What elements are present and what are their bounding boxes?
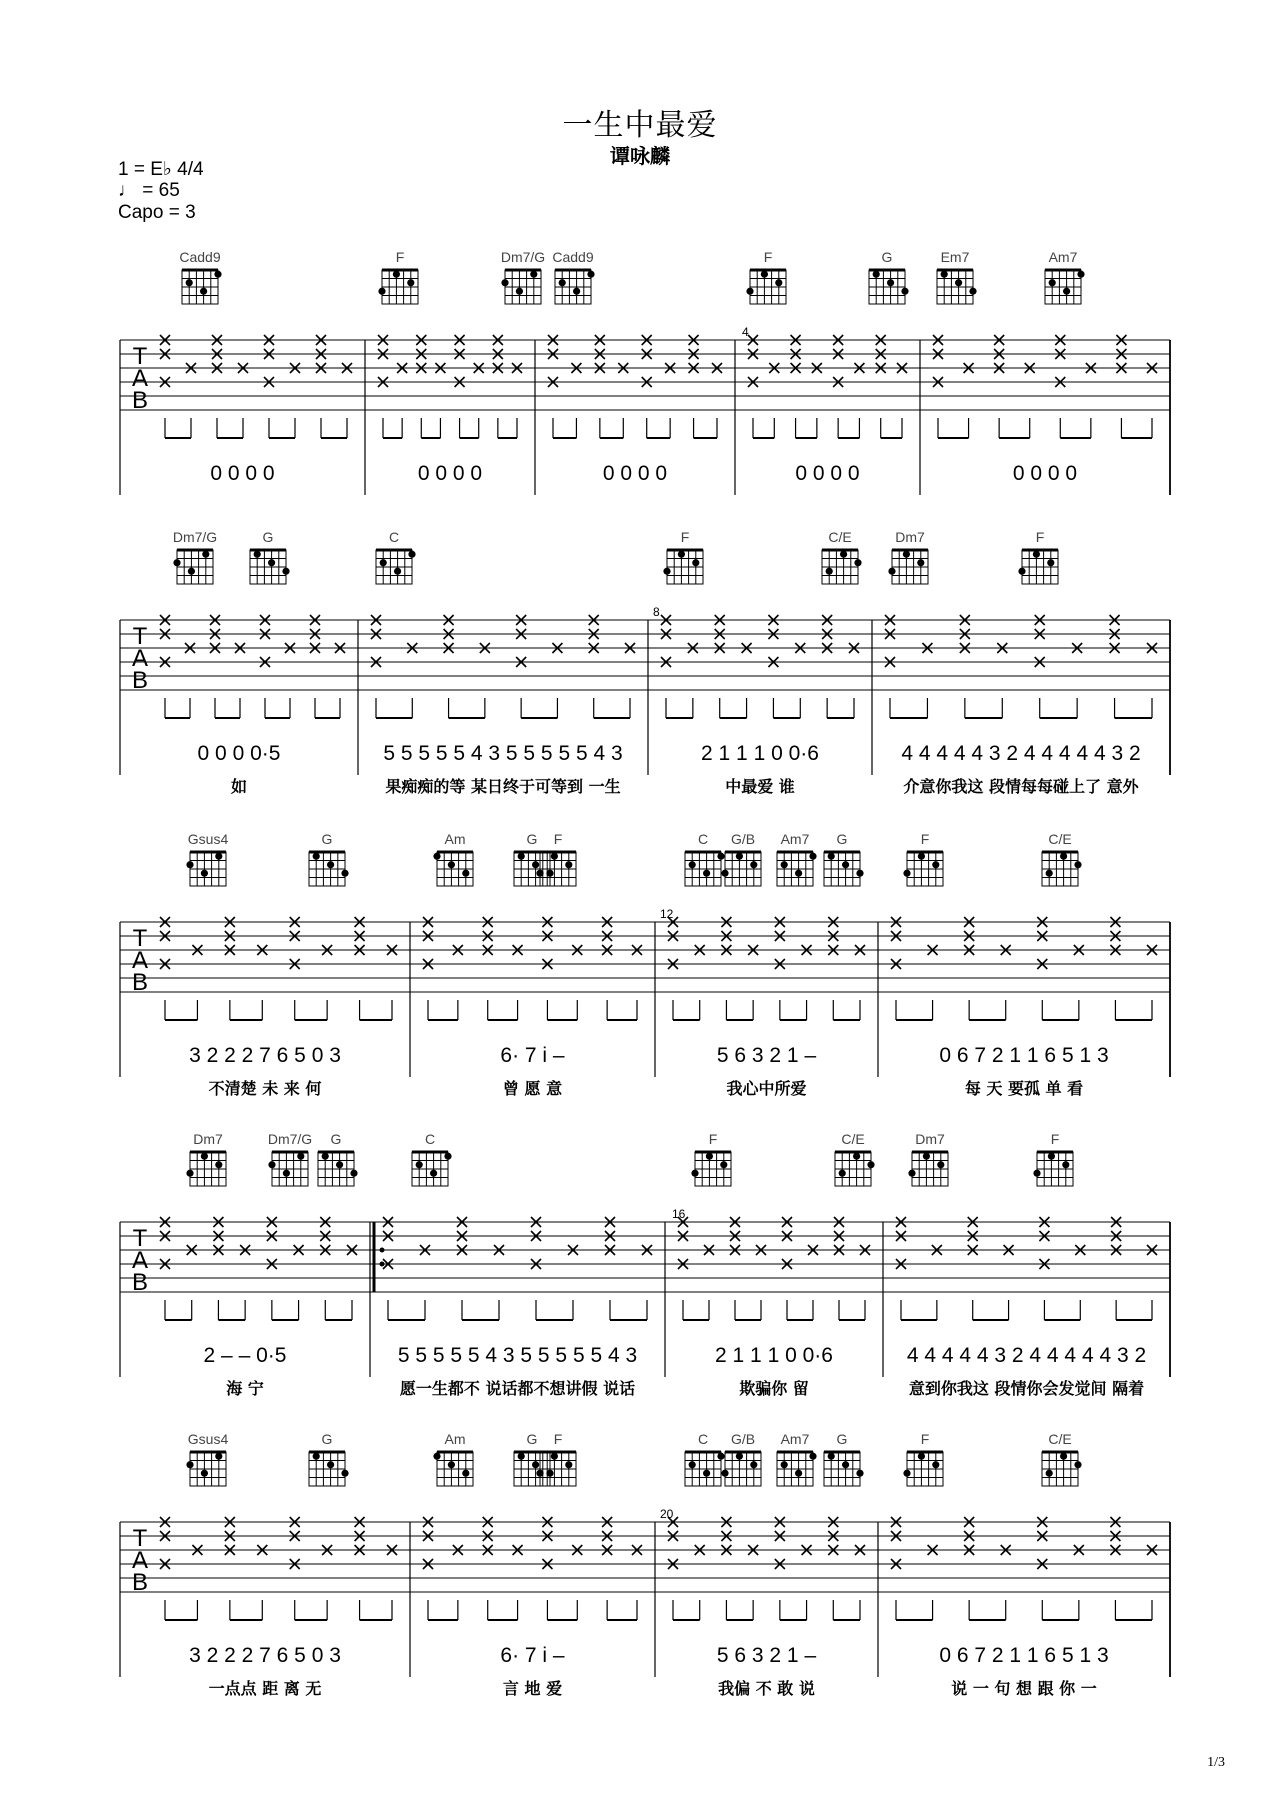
chord-diagram-dot [873,271,880,278]
jianpu-measure: 0 6 7 2 1 1 6 5 1 3 [939,1044,1109,1067]
chord-diagram-dot [901,288,908,295]
chord-diagram-dot [559,279,566,286]
chord-name: F [708,1131,718,1147]
chord-diagram-dot [941,271,948,278]
chord-name: Cadd9 [552,249,594,265]
chord-diagram-dot [736,1453,743,1460]
chord-diagram-dot [969,288,976,295]
chord-diagram-dot [532,861,539,868]
chord-name: F [395,249,405,265]
jianpu-measure: 4 4 4 4 4 3 2 4 4 4 4 4 3 2 [901,742,1141,765]
chord-name: Am [444,1431,466,1447]
jianpu-measure: 6· 7 i – [500,1044,565,1067]
lyric-line: 不清楚 未 来 何 [208,1079,322,1098]
chord-name: C/E [1048,831,1072,847]
chord-diagram-dot [186,861,193,868]
bar-number: 8 [653,605,660,619]
jianpu-measure: 5 6 3 2 1 – [716,1044,817,1067]
chord-diagram-dot [202,551,209,558]
repeat-dot [380,1248,385,1253]
chord-diagram-dot [842,1461,849,1468]
chord-diagram-dot [268,559,275,566]
chord-diagram-dot [380,559,387,566]
chord-diagram-dot [691,1170,698,1177]
chord-diagram-dot [717,853,724,860]
chord-diagram-dot [1047,559,1054,566]
chord-diagram-dot [828,1453,835,1460]
chord-diagram-dot [448,1461,455,1468]
chord-diagram-dot [394,568,401,575]
chord-diagram-dot [809,853,816,860]
chord-diagram-dot [215,1161,222,1168]
chord-name: F [763,249,773,265]
jianpu-measure: 0 0 0 0 [1012,462,1078,485]
chord-diagram-dot [903,1470,910,1477]
lyric-line: 欺骗你 留 [739,1379,809,1398]
jianpu-measure: 0 0 0 0 [795,462,860,485]
chord-diagram-dot [173,559,180,566]
tab-clef-letter: B [131,969,149,996]
tab-clef-letter: A [131,1547,149,1574]
chord-diagram-dot [908,1170,915,1177]
chord-diagram-dot [1048,1153,1055,1160]
chord-name: Cadd9 [179,249,221,265]
chord-diagram-dot [856,870,863,877]
chord-name: F [920,831,930,847]
chord-diagram-dot [573,288,580,295]
chord-diagram-dot [853,1153,860,1160]
chord-diagram-dot [717,1453,724,1460]
tab-clef-letter: A [131,1247,149,1274]
jianpu-measure: 3 2 2 2 7 6 5 0 3 [189,1044,341,1067]
chord-name: Am7 [780,831,810,847]
chord-diagram-dot [186,1461,193,1468]
chord-diagram-dot [254,551,261,558]
chord-diagram-dot [692,559,699,566]
chord-name: Dm7/G [267,1131,313,1147]
chord-diagram-dot [761,271,768,278]
chord-diagram-dot [721,870,728,877]
chord-diagram-dot [188,568,195,575]
jianpu-measure: 0 0 0 0·5 [197,742,281,765]
lyric-line: 曾 愿 意 [502,1079,563,1098]
chord-diagram-dot [795,1470,802,1477]
chord-name: G [881,249,893,265]
chord-name: C/E [841,1131,865,1147]
chord-diagram-dot [706,1153,713,1160]
chord-diagram-dot [689,1461,696,1468]
chord-name: F [1035,529,1045,545]
chord-diagram-dot [551,853,558,860]
chord-diagram-dot [201,1153,208,1160]
chord-diagram-dot [408,551,415,558]
jianpu-measure: 0 0 0 0 [417,462,483,485]
chord-diagram-dot [501,279,508,286]
chord-diagram-dot [1074,861,1081,868]
tab-clef-letter: T [132,1225,148,1252]
lyric-line: 海 宁 [226,1379,264,1398]
chord-diagram-dot [750,861,757,868]
chord-diagram-dot [903,551,910,558]
chord-diagram-dot [887,279,894,286]
jianpu-measure: 2 1 1 1 0 0·6 [701,742,819,765]
chord-name: C [697,1431,709,1447]
chord-diagram-dot [1033,1170,1040,1177]
chord-diagram-dot [201,1470,208,1477]
chord-diagram-dot [215,1453,222,1460]
jianpu-measure: 0 0 0 0 [210,462,275,485]
tab-clef-letter: A [131,365,149,392]
lyric-line: 一点点 距 离 无 [208,1679,322,1698]
chord-name: Em7 [940,249,970,265]
chord-diagram-dot [378,288,385,295]
lyric-line: 言 地 爱 [502,1679,563,1698]
tab-clef-letter: T [132,925,148,952]
chord-name: Dm7 [915,1131,945,1147]
chord-diagram-dot [201,870,208,877]
chord-diagram-dot [840,551,847,558]
lyric-line: 我心中所爱 [726,1079,807,1098]
lyric-line: 每 天 要孤 单 看 [964,1079,1084,1098]
bar-number: 16 [672,1207,686,1221]
chord-diagram-dot [215,853,222,860]
chord-name: Gsus4 [187,831,229,847]
chord-name: Am7 [780,1431,810,1447]
chord-diagram-dot [917,559,924,566]
tab-clef-letter: B [131,1569,149,1596]
chord-diagram-dot [433,853,440,860]
chord-diagram-dot [268,1161,275,1168]
jianpu-measure: 0 0 0 0 [602,462,668,485]
chord-diagram-dot [551,1453,558,1460]
chord-diagram-dot [689,861,696,868]
tab-clef-letter: B [131,667,149,694]
chord-diagram-dot [1033,551,1040,558]
chord-name: C [388,529,400,545]
jianpu-measure: 5 5 5 5 5 4 3 5 5 5 5 5 4 3 [383,742,623,765]
chord-diagram-dot [842,861,849,868]
chord-name: G [262,529,274,545]
chord-diagram-dot [1049,279,1056,286]
chord-name: Dm7 [895,529,925,545]
chord-diagram-dot [587,271,594,278]
tab-clef-letter: A [131,645,149,672]
chord-diagram-dot [932,861,939,868]
chord-diagram-dot [1060,853,1067,860]
repeat-dot [380,1262,385,1267]
chord-diagram-dot [327,861,334,868]
chord-name: C [697,831,709,847]
chord-diagram-dot [1063,288,1070,295]
chord-diagram-dot [775,279,782,286]
chord-name: F [553,1431,563,1447]
chord-diagram-dot [336,1161,343,1168]
chord-diagram-dot [809,1453,816,1460]
chord-diagram-dot [856,1470,863,1477]
chord-diagram-dot [200,288,207,295]
chord-diagram-dot [444,1153,451,1160]
chord-diagram-dot [350,1170,357,1177]
chord-name: C/E [1048,1431,1072,1447]
jianpu-measure: 5 5 5 5 5 4 3 5 5 5 5 5 4 3 [397,1344,638,1367]
lyric-line: 意到你我这 段情你会发觉间 隔着 [908,1379,1145,1398]
chord-name: G [321,831,333,847]
tab-clef-letter: T [132,623,148,650]
chord-diagram-dot [407,279,414,286]
chord-diagram-dot [781,861,788,868]
jianpu-measure: 5 6 3 2 1 – [716,1644,817,1667]
lyric-line: 如 [230,777,248,796]
chord-diagram-dot [867,1161,874,1168]
chord-diagram-dot [327,1461,334,1468]
chord-name: Dm7 [193,1131,223,1147]
chord-diagram-dot [854,559,861,566]
lyric-line: 果痴痴的等 某日终于可等到 一生 [385,777,621,796]
chord-diagram-dot [516,288,523,295]
chord-diagram-dot [565,861,572,868]
chord-diagram-dot [918,853,925,860]
chord-diagram-dot [721,1470,728,1477]
chord-diagram-dot [1046,1470,1053,1477]
chord-name: Am [444,831,466,847]
chord-diagram-dot [530,271,537,278]
chord-diagram-dot [781,1461,788,1468]
chord-diagram-dot [678,551,685,558]
chord-name: G [321,1431,333,1447]
chord-name: Gsus4 [187,1431,229,1447]
chord-name: G/B [730,1431,756,1447]
chord-diagram-dot [518,853,525,860]
chord-diagram-dot [532,1461,539,1468]
chord-diagram-dot [888,568,895,575]
tab-clef-letter: B [131,387,149,414]
chord-name: G [330,1131,342,1147]
chord-diagram-dot [448,861,455,868]
chord-diagram-dot [214,271,221,278]
lyric-line: 介意你我这 段情每每碰上了 意外 [903,777,1139,796]
jianpu-measure: 6· 7 i – [500,1644,565,1667]
chord-diagram-dot [430,1170,437,1177]
song-artist: 谭咏麟 [610,144,670,168]
chord-diagram-dot [839,1170,846,1177]
chord-diagram-dot [1077,271,1084,278]
chord-diagram-dot [341,1470,348,1477]
chord-diagram-dot [932,1461,939,1468]
chord-diagram-dot [955,279,962,286]
tempo-marking: ♩ = 65 [118,180,180,201]
chord-name: G [526,831,538,847]
key-signature: 1 = E♭ 4/4 [118,159,204,180]
chord-diagram-dot [186,1170,193,1177]
chord-name: C/E [828,529,852,545]
chord-diagram-dot [283,1170,290,1177]
chord-diagram-dot [720,1161,727,1168]
chord-name: Dm7/G [172,529,218,545]
chord-diagram-dot [1018,568,1025,575]
chord-name: F [920,1431,930,1447]
bar-number: 12 [660,907,674,921]
lyric-line: 愿一生都不 说话都不想讲假 说话 [399,1379,636,1398]
capo-marking: Capo = 3 [118,202,196,223]
chord-diagram-dot [903,870,910,877]
chord-name: F [680,529,690,545]
chord-diagram-dot [703,870,710,877]
lyric-line: 我偏 不 敢 说 [718,1679,815,1698]
chord-name: F [553,831,563,847]
chord-diagram-dot [918,1453,925,1460]
chord-diagram-dot [937,1161,944,1168]
chord-diagram-dot [322,1153,329,1160]
chord-diagram-dot [1046,870,1053,877]
chord-diagram-dot [828,853,835,860]
tab-clef-letter: T [132,1525,148,1552]
jianpu-measure: 2 – – 0·5 [203,1344,287,1367]
chord-name: C [424,1131,436,1147]
chord-diagram-dot [923,1153,930,1160]
chord-diagram-dot [313,853,320,860]
chord-diagram-dot [462,1470,469,1477]
chord-diagram-dot [703,1470,710,1477]
chord-diagram-dot [462,870,469,877]
chord-name: G [836,831,848,847]
chord-name: Am7 [1048,249,1078,265]
chord-diagram-dot [536,870,543,877]
chord-diagram-dot [518,1453,525,1460]
song-title: 一生中最爱 [562,108,718,143]
chord-diagram-dot [565,1461,572,1468]
tab-clef-letter: T [132,343,148,370]
chord-diagram-dot [433,1453,440,1460]
chord-diagram-dot [746,288,753,295]
chord-diagram-dot [750,1461,757,1468]
chord-diagram-dot [341,870,348,877]
jianpu-measure: 4 4 4 4 4 3 2 4 4 4 4 4 3 2 [906,1344,1147,1367]
lyric-line: 说 一 句 想 跟 你 一 [951,1679,1097,1698]
jianpu-measure: 3 2 2 2 7 6 5 0 3 [189,1644,341,1667]
bar-number: 20 [660,1507,674,1521]
bar-number: 4 [742,325,749,339]
chord-diagram-dot [795,870,802,877]
chord-name: G [836,1431,848,1447]
chord-name: Dm7/G [500,249,546,265]
chord-diagram-dot [186,279,193,286]
tab-clef-letter: A [131,947,149,974]
jianpu-measure: 2 1 1 1 0 0·6 [715,1344,833,1367]
tab-clef-letter: B [131,1269,149,1296]
chord-diagram-dot [282,568,289,575]
chord-diagram-dot [1062,1161,1069,1168]
chord-name: G [526,1431,538,1447]
chord-name: F [1050,1131,1060,1147]
page-number: 1/3 [1207,1755,1225,1770]
chord-diagram-dot [393,271,400,278]
chord-diagram-dot [1060,1453,1067,1460]
chord-diagram-dot [1074,1461,1081,1468]
chord-diagram-dot [416,1161,423,1168]
chord-diagram-dot [297,1153,304,1160]
jianpu-measure: 0 6 7 2 1 1 6 5 1 3 [939,1644,1109,1667]
chord-diagram-dot [536,1470,543,1477]
chord-diagram-dot [826,568,833,575]
lyric-line: 中最爱 谁 [725,777,795,796]
chord-name: G/B [730,831,756,847]
chord-diagram-dot [313,1453,320,1460]
chord-diagram-dot [736,853,743,860]
chord-diagram-dot [663,568,670,575]
